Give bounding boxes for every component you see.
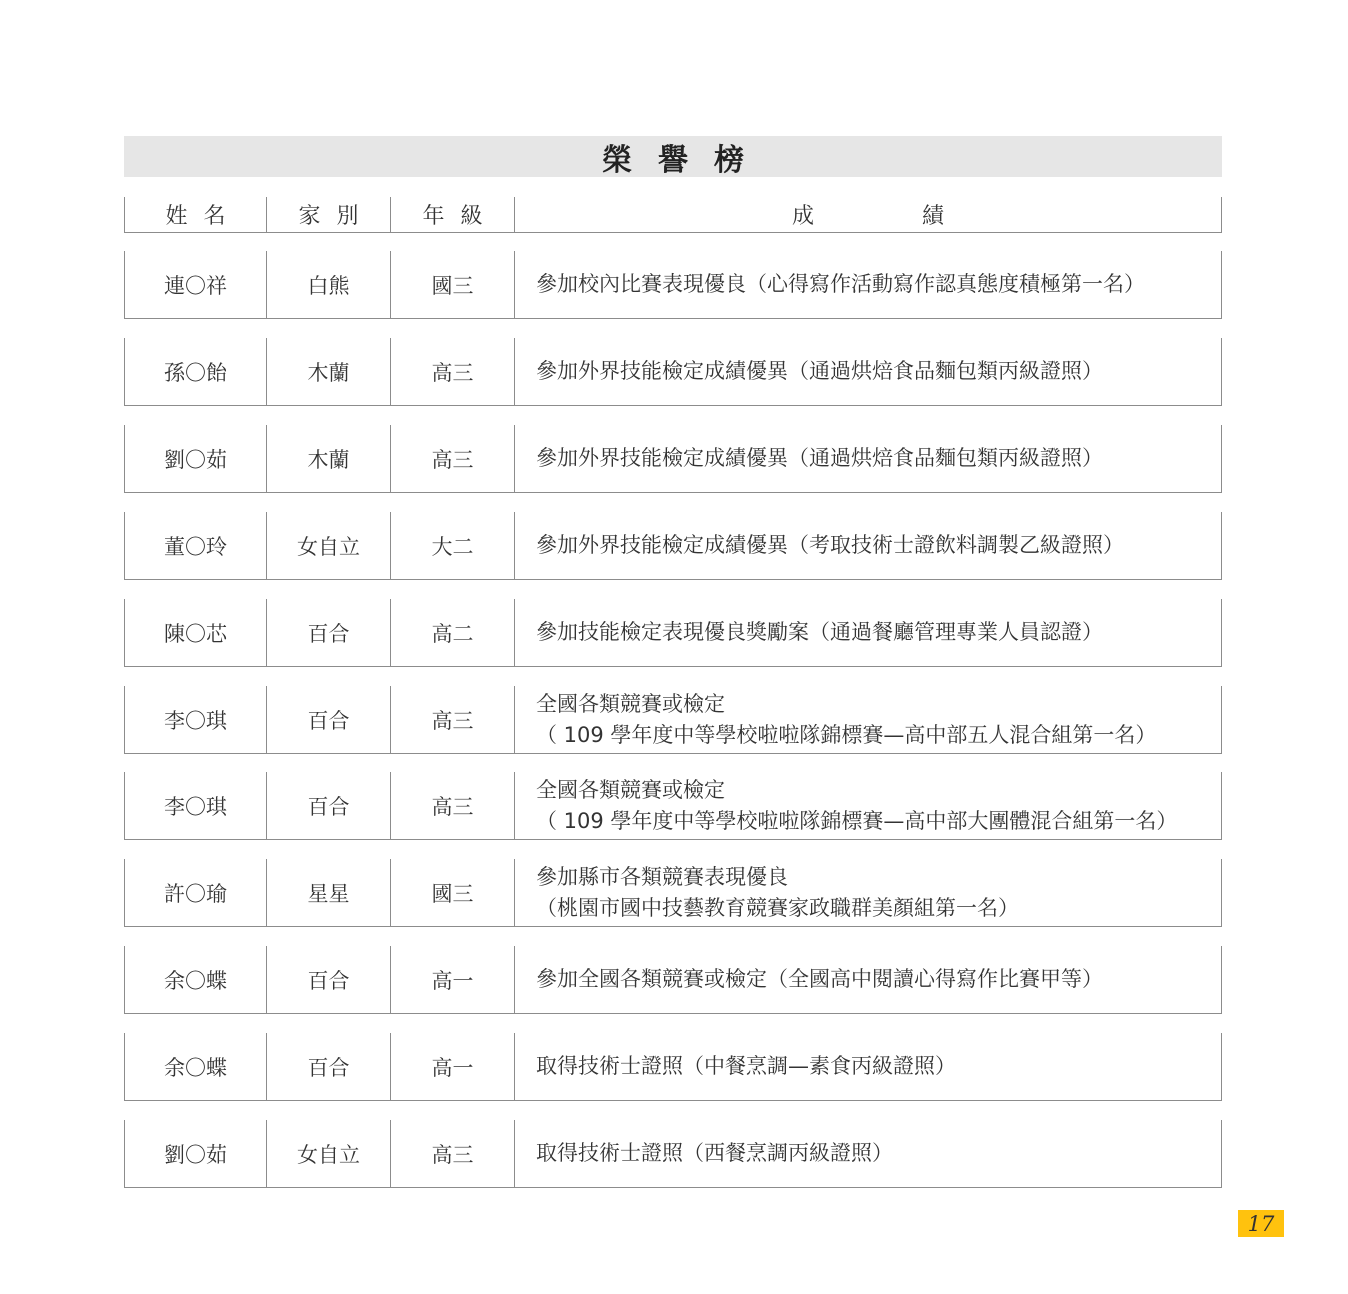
- house-name: 女自立: [267, 512, 391, 579]
- achievement-line: 取得技術士證照（西餐烹調丙級證照）: [536, 1141, 893, 1165]
- achievement-line: 全國各類競賽或檢定: [536, 691, 725, 716]
- achievement-line: 參加縣市各類競賽表現優良: [536, 864, 788, 889]
- table-header: [124, 197, 1222, 233]
- grade-level: 國三: [391, 859, 515, 926]
- achievement-cell: [515, 512, 1221, 579]
- grade-level: 高三: [391, 425, 515, 492]
- grade-level: 高三: [391, 338, 515, 405]
- achievement-line: （ 109 學年度中等學校啦啦隊錦標賽—高中部大團體混合組第一名）: [536, 808, 1178, 833]
- student-name: 董〇玲: [125, 512, 267, 579]
- house-name: 星星: [267, 859, 391, 926]
- achievement-cell: [515, 859, 1221, 926]
- table-row: [124, 1033, 1222, 1101]
- table-row: [124, 338, 1222, 406]
- house-name: 百合: [267, 946, 391, 1013]
- achievement-cell: [515, 772, 1221, 839]
- achievement-line: 參加外界技能檢定成績優異（通過烘焙食品麵包類丙級證照）: [536, 446, 1103, 470]
- grade-level: 大二: [391, 512, 515, 579]
- achievement-line: 取得技術士證照（中餐烹調—素食丙級證照）: [536, 1054, 956, 1078]
- table-row: [124, 251, 1222, 319]
- achievement-cell: [515, 1120, 1221, 1187]
- achievement-line: 參加技能檢定表現優良獎勵案（通過餐廳管理專業人員認證）: [536, 620, 1103, 644]
- table-row: [124, 599, 1222, 667]
- student-name: 李〇琪: [125, 686, 267, 753]
- header-grade: 年級: [391, 197, 515, 232]
- achievement-line: （ 109 學年度中等學校啦啦隊錦標賽—高中部五人混合組第一名）: [536, 722, 1157, 747]
- honor-roll-title-bar: [124, 136, 1222, 177]
- achievement-line: 全國各類競賽或檢定: [536, 777, 725, 802]
- grade-level: 高三: [391, 772, 515, 839]
- page-title: 榮譽榜: [602, 142, 770, 178]
- table-row: [124, 425, 1222, 493]
- table-row: [124, 512, 1222, 580]
- grade-level: 高一: [391, 946, 515, 1013]
- student-name: 陳〇芯: [125, 599, 267, 666]
- table-row: [124, 772, 1222, 840]
- achievement-cell: [515, 425, 1221, 492]
- achievement-cell: [515, 599, 1221, 666]
- achievement-line: 參加外界技能檢定成績優異（通過烘焙食品麵包類丙級證照）: [536, 359, 1103, 383]
- achievement-line: 參加外界技能檢定成績優異（考取技術士證飲料調製乙級證照）: [536, 533, 1124, 557]
- achievement-cell: [515, 338, 1221, 405]
- house-name: 木蘭: [267, 338, 391, 405]
- student-name: 劉〇茹: [125, 425, 267, 492]
- student-name: 余〇蝶: [125, 946, 267, 1013]
- house-name: 百合: [267, 772, 391, 839]
- achievement-cell: [515, 251, 1221, 318]
- header-house: 家別: [267, 197, 391, 232]
- table-row: [124, 686, 1222, 754]
- achievement-line: 參加全國各類競賽或檢定（全國高中閱讀心得寫作比賽甲等）: [536, 967, 1103, 991]
- student-name: 連〇祥: [125, 251, 267, 318]
- table-row: [124, 946, 1222, 1014]
- achievement-cell: [515, 1033, 1221, 1100]
- achievement-cell: [515, 946, 1221, 1013]
- grade-level: 高一: [391, 1033, 515, 1100]
- student-name: 余〇蝶: [125, 1033, 267, 1100]
- grade-level: 高三: [391, 1120, 515, 1187]
- achievement-cell: [515, 686, 1221, 753]
- house-name: 百合: [267, 1033, 391, 1100]
- page-number: 17: [1238, 1210, 1284, 1237]
- grade-level: 高三: [391, 686, 515, 753]
- grade-level: 國三: [391, 251, 515, 318]
- grade-level: 高二: [391, 599, 515, 666]
- house-name: 木蘭: [267, 425, 391, 492]
- table-row: [124, 1120, 1222, 1188]
- house-name: 百合: [267, 686, 391, 753]
- achievement-line: （桃園市國中技藝教育競賽家政職群美顏組第一名）: [536, 895, 1019, 920]
- header-name: 姓名: [125, 197, 267, 232]
- student-name: 劉〇茹: [125, 1120, 267, 1187]
- house-name: 女自立: [267, 1120, 391, 1187]
- header-achievement: 成績: [791, 204, 1052, 229]
- table-row: [124, 859, 1222, 927]
- student-name: 李〇琪: [125, 772, 267, 839]
- house-name: 白熊: [267, 251, 391, 318]
- student-name: 許〇瑜: [125, 859, 267, 926]
- house-name: 百合: [267, 599, 391, 666]
- achievement-line: 參加校內比賽表現優良（心得寫作活動寫作認真態度積極第一名）: [536, 272, 1145, 296]
- student-name: 孫〇飴: [125, 338, 267, 405]
